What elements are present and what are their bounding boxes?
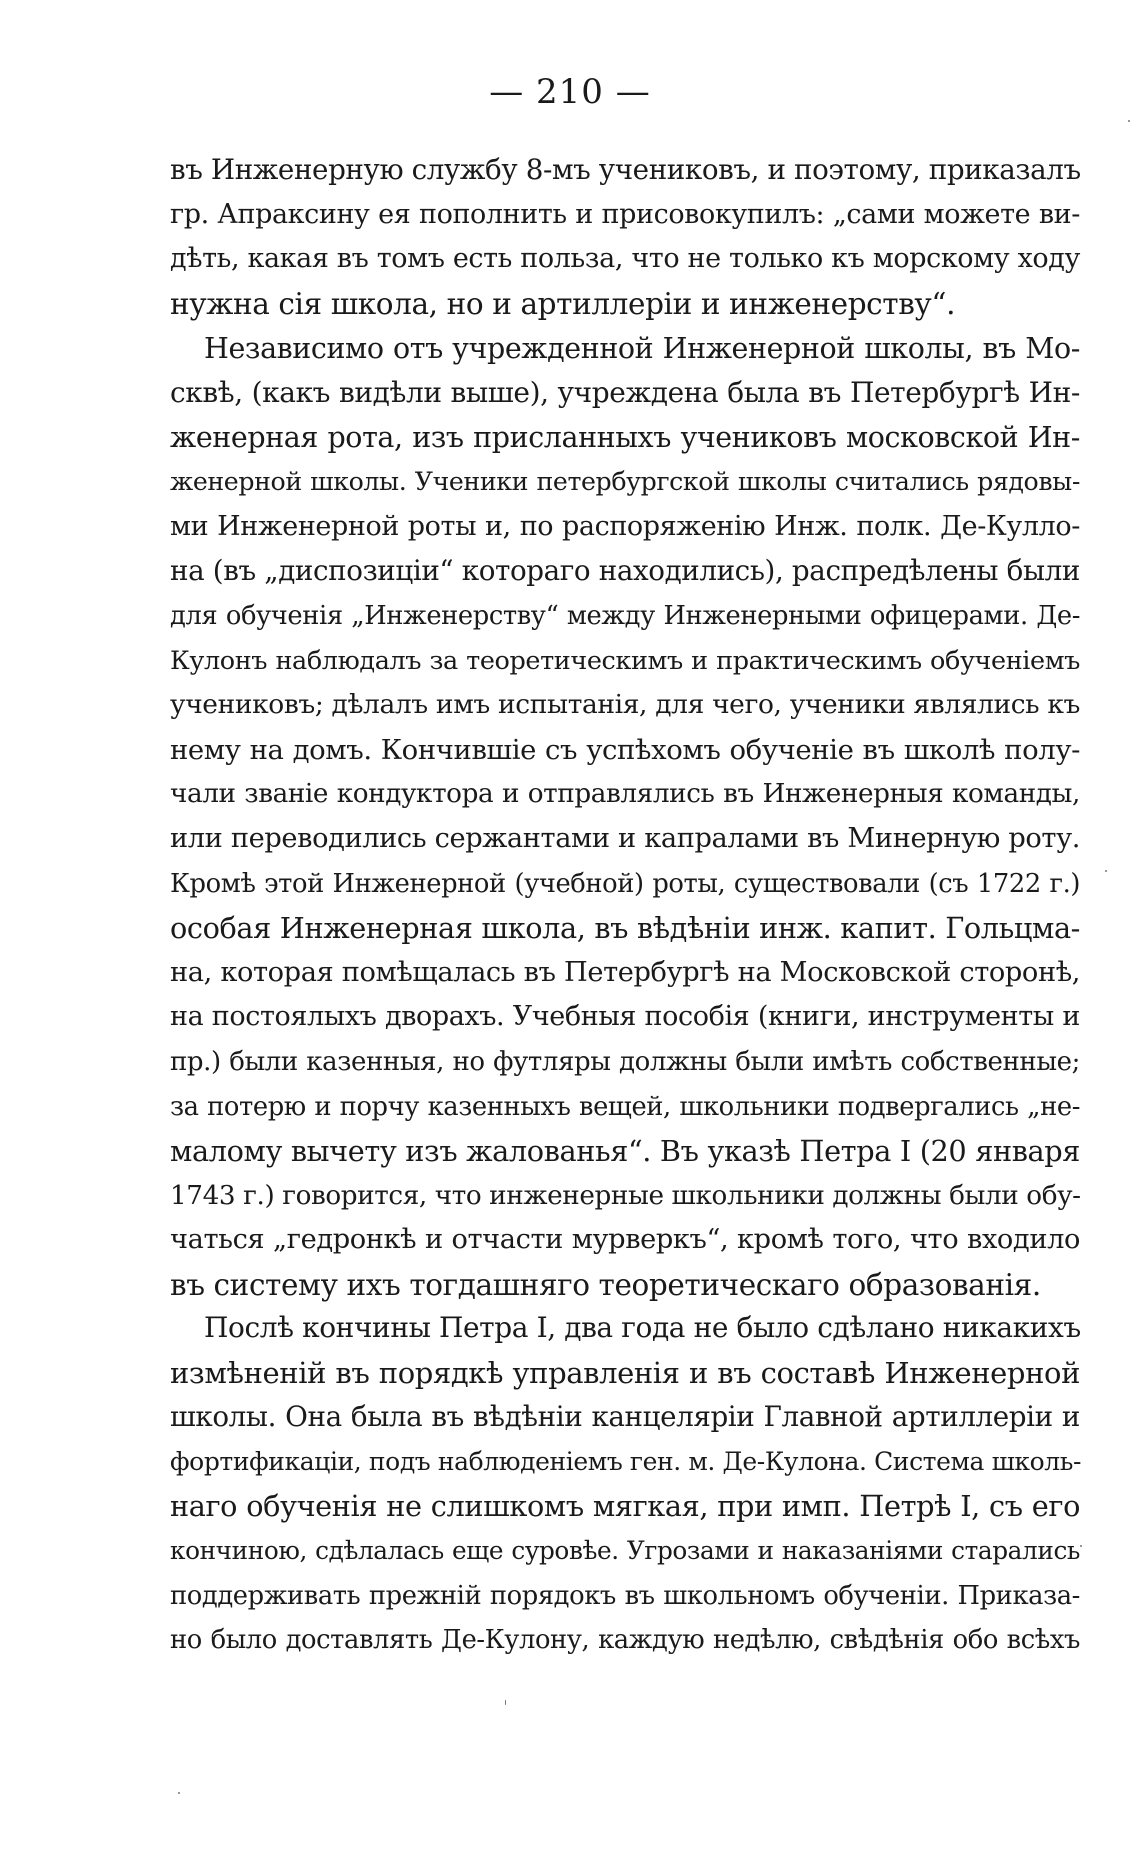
text-line: особая Инженерная школа, въ вѣдѣніи инж. капит. Гольцма- [170, 911, 1080, 946]
text-line: Кромѣ этой Инженерной (учебной) роты, существовали (съ 1722 г.) [170, 868, 1080, 899]
text-line: въ Инженерную службу 8-мъ учениковъ, и поэтому, приказалъ [170, 153, 1081, 186]
text-line: но было доставлять Де-Кулону, каждую недѣлю, свѣдѣнія обо всѣхъ [170, 1625, 1080, 1656]
text-line: дѣть, какая въ томъ есть польза, что не только къ морскому ходу [170, 243, 1080, 275]
text-line: сквѣ, (какъ видѣли выше), учреждена была въ Петербургѣ Ин- [170, 376, 1080, 410]
text-line: въ систему ихъ тогдашняго теоретическаго образованія. [170, 1267, 1041, 1302]
text-line: нужна сія школа, но и артиллеріи и инженерству“. [170, 286, 956, 321]
text-line: на (въ „диспозиціи“ котораго находились), распредѣлены были [170, 554, 1080, 588]
text-line: поддерживать прежній порядокъ въ школьномъ обученіи. Приказа- [170, 1580, 1080, 1611]
text-line: школы. Она была въ вѣдѣніи канцеляріи Главной артиллеріи и [170, 1400, 1080, 1434]
paragraph-3 [170, 1306, 1080, 1663]
scan-speck [1128, 120, 1130, 122]
text-line: чали званіе кондуктора и отправлялись въ Инженерныя команды, [170, 779, 1080, 810]
text-line: ми Инженерной роты и, по распоряженію Инж. полк. Де-Кулло- [170, 510, 1080, 542]
text-line: наго обученія не слишкомъ мягкая, при имп. Петрѣ I, съ его [170, 1489, 1080, 1524]
scan-speck [505, 1700, 506, 1705]
text-line: измѣненій въ порядкѣ управленія и въ составѣ Инженерной [170, 1355, 1080, 1390]
text-line: пр.) были казенныя, но футляры должны были имѣть собственные; [170, 1047, 1080, 1077]
text-line: учениковъ; дѣлалъ имъ испытанія, для чего, ученики являлись къ [170, 689, 1080, 721]
paragraph-1 [170, 148, 1080, 326]
text-line: Кулонъ наблюдалъ за теоретическимъ и практическимъ обученіемъ [170, 645, 1080, 676]
text-line: Послѣ кончины Петра I, два года не было сдѣлано никакихъ [204, 1311, 1081, 1344]
text-line: фортификаціи, подъ наблюденіемъ ген. м. Де-Кулона. Система школь- [170, 1446, 1082, 1476]
text-line: женерной школы. Ученики петербургской школы считались рядовы- [170, 467, 1080, 497]
text-line: за потерю и порчу казенныхъ вещей, школьники подвергались „не- [170, 1091, 1080, 1122]
text-line: или переводились сержантами и капралами въ Минерную роту. [170, 823, 1080, 855]
scan-speck [1105, 870, 1107, 872]
text-line: на постоялыхъ дворахъ. Учебныя пособія (книги, инструменты и [170, 1001, 1080, 1033]
text-line: 1743 г.) говорится, что инженерные школьники должны были обу- [170, 1180, 1081, 1211]
scan-speck [1080, 1545, 1082, 1547]
scan-speck [178, 1792, 180, 1794]
text-line: Независимо отъ учрежденной Инженерной школы, въ Мо- [204, 331, 1080, 365]
text-line: чаться „гедронкѣ и отчасти мурверкъ“, кромѣ того, что входило [170, 1224, 1080, 1256]
text-line: на, которая помѣщалась въ Петербургѣ на Московской сторонѣ, [170, 956, 1080, 988]
text-line: гр. Апраксину ея пополнить и присовокупилъ: „сами можете ви- [170, 198, 1080, 230]
page-number: — 210 — [489, 72, 651, 112]
text-line: нему на домъ. Кончившіе съ успѣхомъ обученіе въ школѣ полу- [170, 733, 1080, 766]
text-line: для обученія „Инженерству“ между Инженерными офицерами. Де- [170, 601, 1080, 632]
text-line: кончиною, сдѣлалась еще суровѣе. Угрозами и наказаніями старались [170, 1535, 1080, 1565]
paragraph-2 [170, 327, 1080, 1308]
text-line: женерная рота, изъ присланныхъ учениковъ московской Ин- [170, 420, 1080, 454]
text-line: малому вычету изъ жалованья“. Въ указѣ Петра I (20 января [170, 1134, 1080, 1169]
